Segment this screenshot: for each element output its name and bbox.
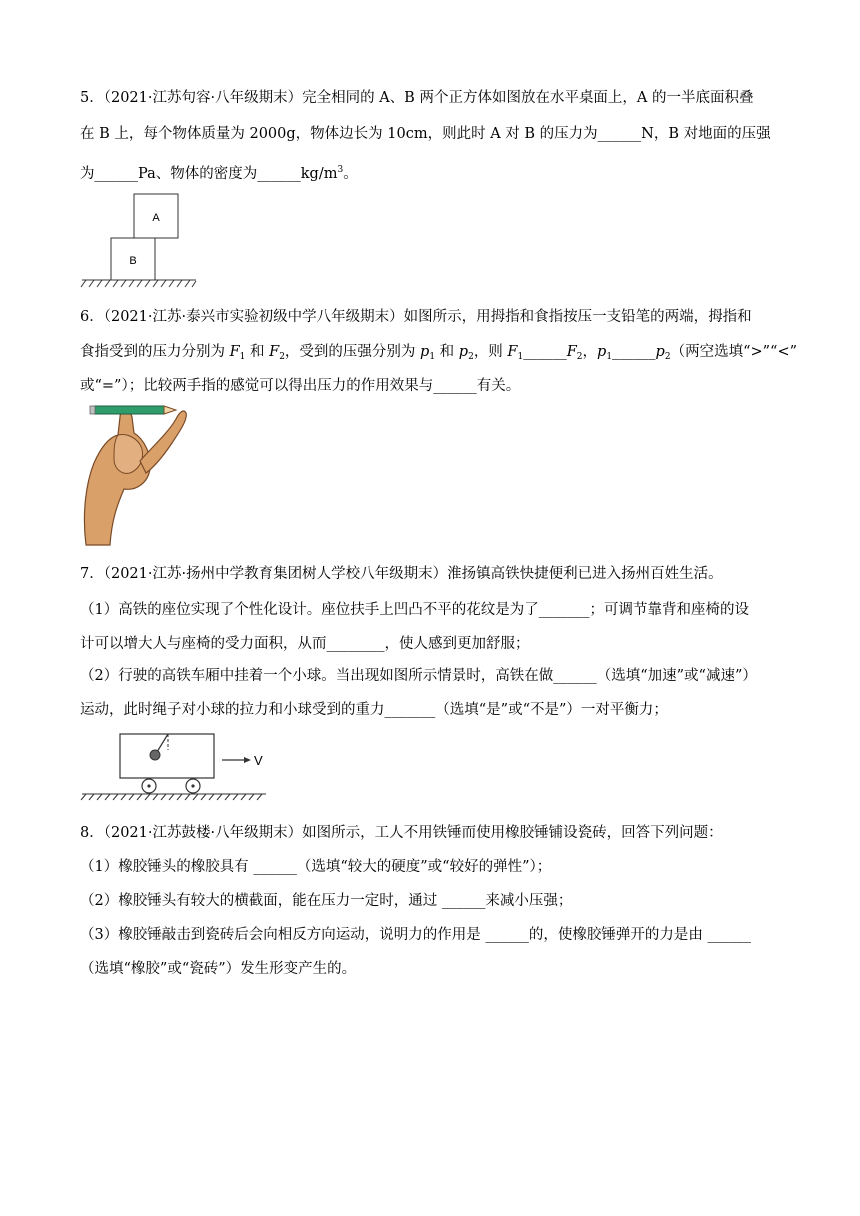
- q6-text-7: ，: [582, 344, 598, 360]
- q8-line-3: （2）橡胶锤头有较大的横截面，能在压力一定时，通过 ______来减小压强；: [80, 893, 573, 909]
- q5-line-3-end: 。: [343, 166, 358, 182]
- q7-line-5: 运动，此时绳子对小球的拉力和小球受到的重力_______（选填“是”或“不是”）一对平衡力；: [80, 702, 668, 718]
- q6-sub-8: 2: [664, 352, 671, 362]
- pencil-body-icon: [94, 406, 164, 414]
- pencil-end-icon: [90, 406, 95, 414]
- q8-line-1: 8．（2021·江苏鼓楼·八年级期末）如图所示，工人不用铁锤而使用橡胶锤铺设瓷砖，回答下列问题：: [80, 825, 723, 841]
- q6-sub-3: 1: [429, 352, 436, 362]
- q5-line-2: 在 B 上，每个物体质量为 2000g，物体边长为 10cm，则此时 A 对 B 的压力为______N，B 对地面的压强: [80, 126, 771, 142]
- q8-line-4: （3）橡胶锤敲击到瓷砖后会向相反方向运动，说明力的作用是 ______的，使橡胶锤弹开的力是由 ______: [80, 927, 751, 943]
- q5-cubes-figure: [78, 190, 198, 290]
- q6-text-2: 和: [245, 344, 270, 360]
- index-finger-icon: [140, 411, 186, 473]
- q6-sub-7: 1: [606, 352, 613, 362]
- q6-sub-1: 1: [239, 352, 246, 362]
- arrow-head-icon: [244, 757, 251, 763]
- hand-icon: [84, 411, 150, 545]
- table-hatching: [81, 280, 196, 287]
- q7-line-3: 计可以增大人与座椅的受力面积，从而________，使人感到更加舒服；: [80, 636, 530, 652]
- q6-var-p1-b: p: [597, 344, 607, 360]
- velocity-label: V: [254, 753, 263, 768]
- q5-line-3: [80, 160, 358, 184]
- cube-a-label: A: [152, 212, 160, 224]
- pencil-tip-icon: [164, 406, 176, 414]
- train-car: [120, 734, 214, 778]
- track-hatching: [81, 794, 262, 800]
- q6-text-1: 食指受到的压力分别为: [80, 344, 230, 360]
- q7-line-2: （1）高铁的座位实现了个性化设计。座位扶手上凹凸不平的花纹是为了_______；可调节靠背和座椅的设: [80, 602, 749, 618]
- q6-var-p1: p: [420, 344, 430, 360]
- cube-b-label: B: [129, 255, 137, 267]
- q7-line-1: 7．（2021·江苏·扬州中学教育集团树人学校八年级期末）淮扬镇高铁快捷便利已进入扬州百姓生活。: [80, 566, 723, 582]
- q6-var-p2-b: p: [655, 344, 665, 360]
- q6-sub-4: 2: [468, 352, 474, 362]
- q6-var-f1: F: [229, 344, 240, 360]
- q7-train-figure: [80, 728, 270, 804]
- q6-text-4: 和: [435, 344, 459, 360]
- q6-line-1: 6．（2021·江苏·泰兴市实验初级中学八年级期末）如图所示，用拇指和食指按压一支铅笔的两端，拇指和: [80, 309, 752, 325]
- q6-text-5: ，则: [473, 344, 508, 360]
- q6-text-9: （两空选填“>”“<”: [670, 344, 798, 360]
- q6-line-3: 或“=”）；比较两手指的感觉可以得出压力的作用效果与______有关。: [80, 378, 521, 394]
- q5-unit-exponent: 3: [337, 165, 344, 175]
- q6-text-3: ，受到的压强分别为: [284, 344, 421, 360]
- q6-var-f2-b: F: [566, 344, 577, 360]
- q8-line-5: （选填“橡胶”或“瓷砖”）发生形变产生的。: [80, 961, 357, 977]
- q6-blank-1: ______: [523, 344, 567, 360]
- q5-line-1: 5．（2021·江苏句容·八年级期末）完全相同的 A、B 两个正方体如图放在水平桌面上，A 的一半底面积叠: [80, 90, 754, 106]
- q8-line-2: （1）橡胶锤头的橡胶具有 ______（选填“较大的硬度”或“较好的弹性”）；: [80, 859, 552, 875]
- q6-hand-pencil-figure: [80, 403, 190, 548]
- q6-var-f1-b: F: [507, 344, 518, 360]
- q6-var-f2: F: [269, 344, 280, 360]
- q6-blank-2: ______: [612, 344, 656, 360]
- q6-line-2: [80, 342, 797, 367]
- q6-sub-6: 2: [576, 352, 583, 362]
- q5-line-3-text: 为______Pa、物体的密度为______kg/m: [80, 166, 338, 182]
- q7-line-4: （2）行驶的高铁车厢中挂着一个小球。当出现如图所示情景时，高铁在做______（选填“加速”或“减速”）: [80, 668, 757, 684]
- q6-var-p2: p: [458, 344, 469, 360]
- q6-sub-2: 2: [279, 352, 285, 362]
- pendulum-ball: [150, 750, 160, 760]
- q6-sub-5: 1: [517, 352, 524, 362]
